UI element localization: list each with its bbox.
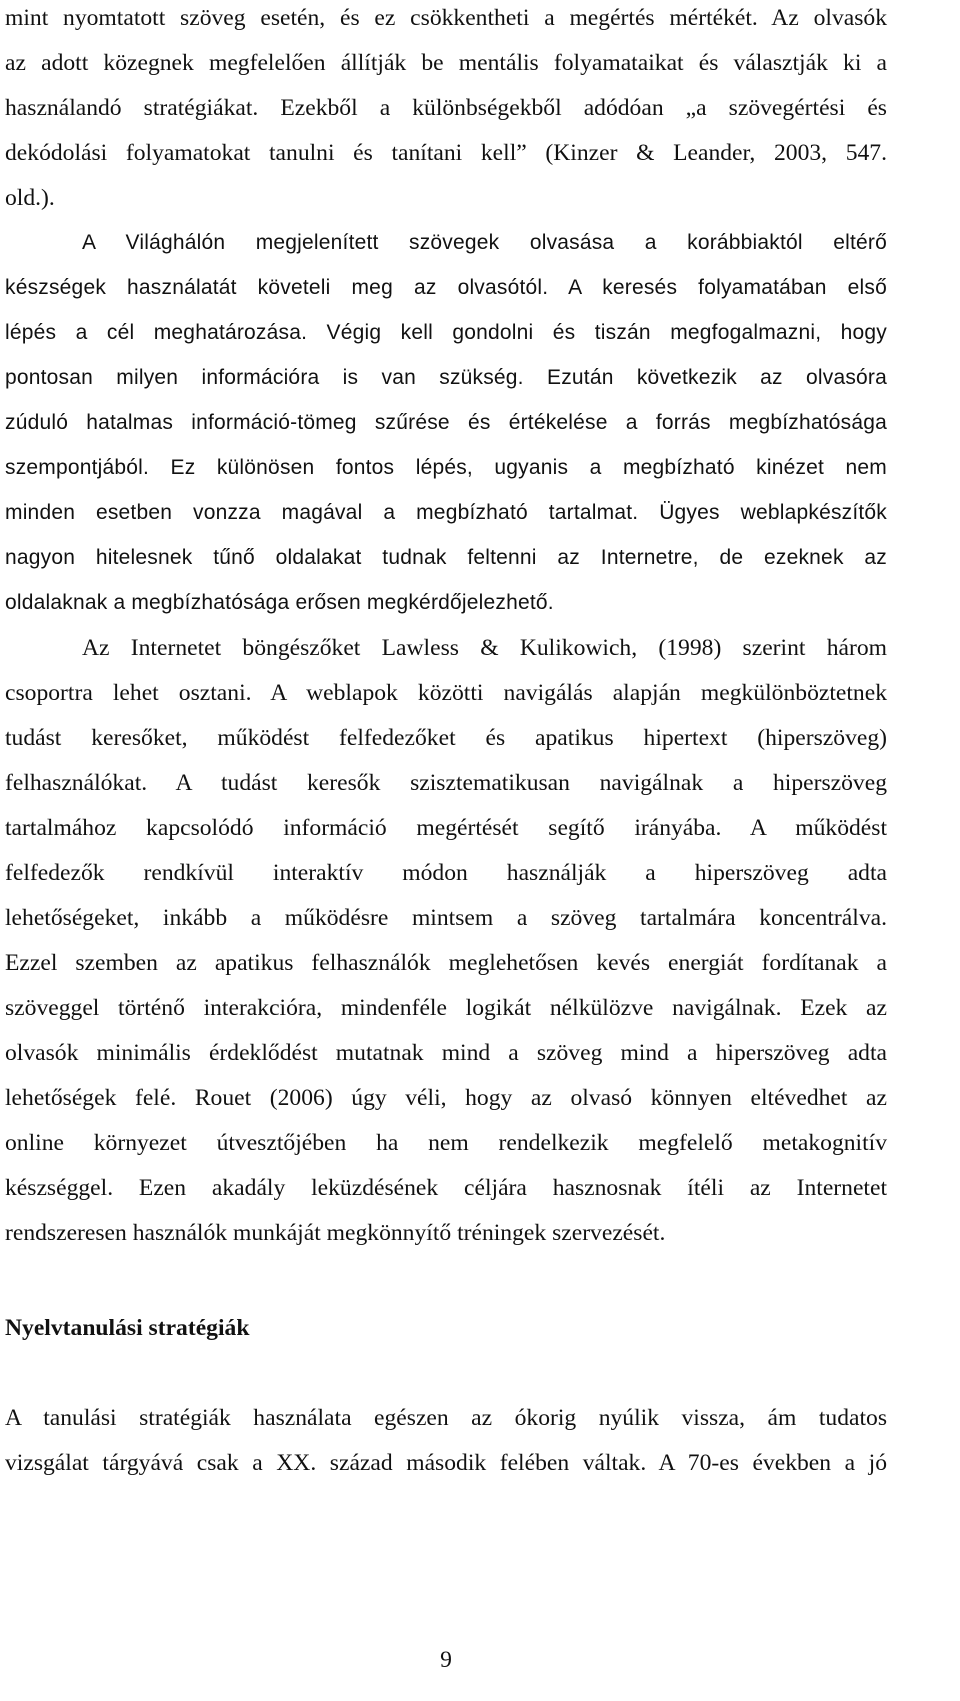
text-line: felfedezők rendkívül interaktív módon használják a hiperszöveg adta [5,860,887,886]
text-line: csoportra lehet osztani. A weblapok közötti navigálás alapján megkülönböztetnek [5,680,887,706]
text-line: készséggel. Ezen akadály leküzdésének céljára hasznosnak ítéli az Internetet [5,1175,887,1201]
text-line: nagyon hitelesnek tűnő oldalakat tudnak feltenni az Internetre, de ezeknek az [5,546,887,569]
text-line: oldalaknak a megbízhatósága erősen megkérdőjelezhető. [5,591,554,614]
text-line: mint nyomtatott szöveg esetén, és ez csökkentheti a megértés mértékét. Az olvasók [5,5,887,31]
text-line: szöveggel történő interakcióra, mindenféle logikát nélkülözve navigálnak. Ezek az [5,995,887,1021]
text-line: A tanulási stratégiák használata egészen az ókorig nyúlik vissza, ám tudatos [5,1405,887,1431]
text-line: lehetőségek felé. Rouet (2006) úgy véli, hogy az olvasó könnyen eltévedhet az [5,1085,887,1111]
text-line: minden esetben vonzza magával a megbízható tartalmat. Ügyes weblapkészítők [5,501,887,524]
text-line: Ezzel szemben az apatikus felhasználók meglehetősen kevés energiát fordítanak a [5,950,887,976]
text-line: tartalmához kapcsolódó információ megértését segítő irányába. A működést [5,815,887,841]
text-line: A Világhálón megjelenített szövegek olvasása a korábbiaktól eltérő [82,231,887,254]
text-line: szempontjából. Ez különösen fontos lépés, ugyanis a megbízható kinézet nem [5,456,887,479]
text-line: készségek használatát követeli meg az olvasótól. A keresés folyamatában első [5,276,887,299]
text-line: online környezet útvesztőjében ha nem rendelkezik megfelelő metakognitív [5,1130,887,1156]
text-line: old.). [5,185,55,211]
text-line: zúduló hatalmas információ-tömeg szűrése és értékelése a forrás megbízhatósága [5,411,887,434]
page-number: 9 [440,1647,452,1673]
text-line: vizsgálat tárgyává csak a XX. század második felében váltak. A 70-es években a jó [5,1450,887,1476]
text-line: lépés a cél meghatározása. Végig kell gondolni és tiszán megfogalmazni, hogy [5,321,887,344]
text-line: pontosan milyen információra is van szükség. Ezután következik az olvasóra [5,366,887,389]
text-line: használandó stratégiákat. Ezekből a különbségekből adódóan „a szövegértési és [5,95,887,121]
text-line: dekódolási folyamatokat tanulni és tanítani kell” (Kinzer & Leander, 2003, 547. [5,140,887,166]
text-line: Az Internetet böngészőket Lawless & Kulikowich, (1998) szerint három [82,635,887,661]
text-line: felhasználókat. A tudást keresők szisztematikusan navigálnak a hiperszöveg [5,770,887,796]
text-line: rendszeresen használók munkáját megkönnyítő tréningek szervezését. [5,1220,666,1246]
section-heading: Nyelvtanulási stratégiák [5,1315,250,1341]
text-line: tudást keresőket, működést felfedezőket és apatikus hipertext (hiperszöveg) [5,725,887,751]
text-line: olvasók minimális érdeklődést mutatnak mind a szöveg mind a hiperszöveg adta [5,1040,887,1066]
text-line: lehetőségeket, inkább a működésre mintsem a szöveg tartalmára koncentrálva. [5,905,887,931]
text-line: az adott közegnek megfelelően állítják be mentális folyamataikat és választják ki a [5,50,887,76]
